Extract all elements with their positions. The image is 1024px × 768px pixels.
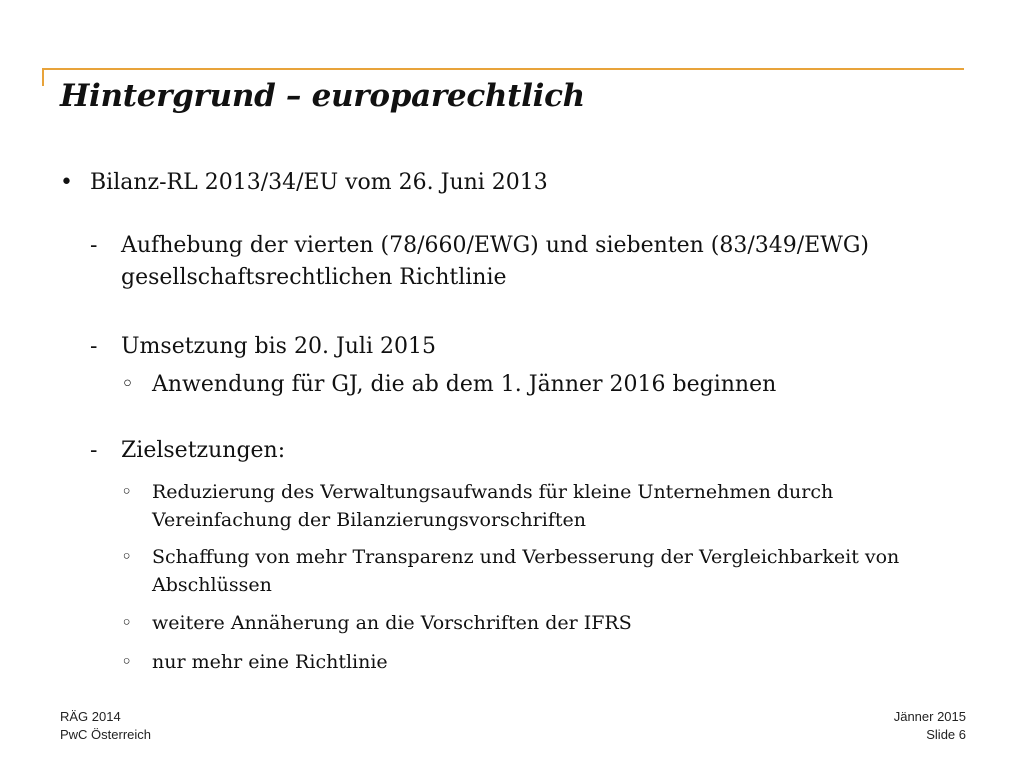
footer-company: PwC Österreich (60, 727, 152, 742)
circle-marker: ◦ (121, 372, 134, 397)
dash-marker: - (90, 438, 98, 463)
bullet-marker: • (60, 170, 73, 195)
goal-1-line2: Vereinfachung der Bilanzierungsvorschriften (152, 509, 586, 531)
goal-4: nur mehr eine Richtlinie (152, 651, 388, 673)
title-rule (42, 68, 964, 70)
sub-item-1-line2: gesellschaftsrechtlichen Richtlinie (121, 265, 507, 290)
footer-project: RÄG 2014 (60, 709, 121, 724)
goal-3: weitere Annäherung an die Vorschriften der IFRS (152, 612, 632, 634)
sub-sub-item-application: Anwendung für GJ, die ab dem 1. Jänner 2016 beginnen (152, 372, 777, 397)
sub-item-1-line1: Aufhebung der vierten (78/660/EWG) und siebenten (83/349/EWG) (121, 233, 870, 258)
sub-item-2: Umsetzung bis 20. Juli 2015 (121, 334, 436, 359)
circle-marker: ◦ (121, 481, 133, 503)
goal-1-line1: Reduzierung des Verwaltungsaufwands für kleine Unternehmen durch (152, 481, 834, 503)
footer-slide-number: Slide 6 (926, 727, 966, 742)
dash-marker: - (90, 334, 98, 359)
sub-item-3: Zielsetzungen: (121, 438, 286, 463)
bullet-main: Bilanz-RL 2013/34/EU vom 26. Juni 2013 (90, 170, 548, 195)
dash-marker: - (90, 233, 98, 258)
circle-marker: ◦ (121, 546, 133, 568)
circle-marker: ◦ (121, 651, 133, 673)
title-rule-corner (42, 68, 44, 86)
slide-title: Hintergrund – europarechtlich (60, 78, 585, 114)
footer-date: Jänner 2015 (893, 709, 966, 724)
goal-2-line1: Schaffung von mehr Transparenz und Verbesserung der Vergleichbarkeit von (152, 546, 900, 568)
circle-marker: ◦ (121, 612, 133, 634)
goal-2-line2: Abschlüssen (152, 574, 272, 596)
